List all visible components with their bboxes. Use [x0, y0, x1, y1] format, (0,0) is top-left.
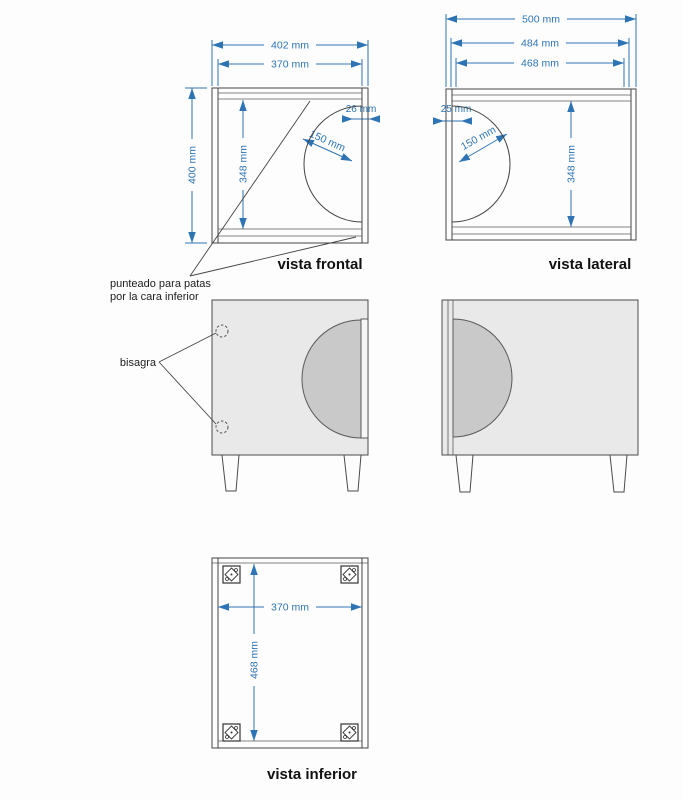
bottom-view-title: vista inferior — [266, 766, 358, 783]
dimension-inner-width: 370 mm — [271, 601, 309, 614]
lateral-view-title: vista lateral — [548, 256, 632, 273]
dimension-outer-depth: 500 mm — [522, 13, 560, 26]
leg — [456, 455, 473, 492]
dimension-edge-offset: 25 mm — [440, 104, 472, 115]
leg — [344, 455, 361, 491]
leg-mount-plate — [341, 566, 358, 583]
dimension-radius: 150 mm — [307, 128, 347, 155]
door-edge-strip — [361, 319, 368, 438]
dimension-inner-width: 370 mm — [271, 58, 309, 71]
front-render — [212, 300, 368, 491]
leader-line — [159, 333, 216, 362]
leg — [222, 455, 239, 491]
hinge-label: bisagra — [119, 357, 156, 369]
hinge-note — [120, 333, 216, 424]
leg-mount-plate — [223, 724, 240, 741]
leg — [610, 455, 627, 492]
dimension-outer-width: 402 mm — [271, 39, 309, 52]
dimension-inner-height: 348 mm — [565, 145, 578, 183]
legs-note-line2: por la cara inferior — [110, 291, 199, 303]
bottom-view — [212, 558, 368, 783]
legs-note-line1: punteado para patas — [110, 278, 211, 290]
dimension-height: 400 mm — [186, 146, 199, 184]
dimension-inner-height: 348 mm — [237, 145, 250, 183]
front-view-title: vista frontal — [277, 256, 363, 273]
dimension-inner-depth: 468 mm — [521, 57, 559, 70]
lateral-render — [442, 300, 638, 492]
dimension-edge-offset: 26 mm — [345, 104, 377, 115]
bottom-outline — [212, 558, 368, 748]
dimension-radius: 150 mm — [459, 123, 499, 153]
opening-arc — [452, 106, 510, 222]
leader-line — [190, 101, 310, 276]
leg-mount-plate — [341, 724, 358, 741]
opening-arc — [304, 106, 362, 222]
lateral-view — [433, 14, 636, 274]
dimension-inner-depth: 468 mm — [248, 641, 261, 679]
leg-mount-plate — [223, 566, 240, 583]
leader-line — [159, 362, 216, 424]
dimension-mid-depth: 484 mm — [521, 37, 559, 50]
